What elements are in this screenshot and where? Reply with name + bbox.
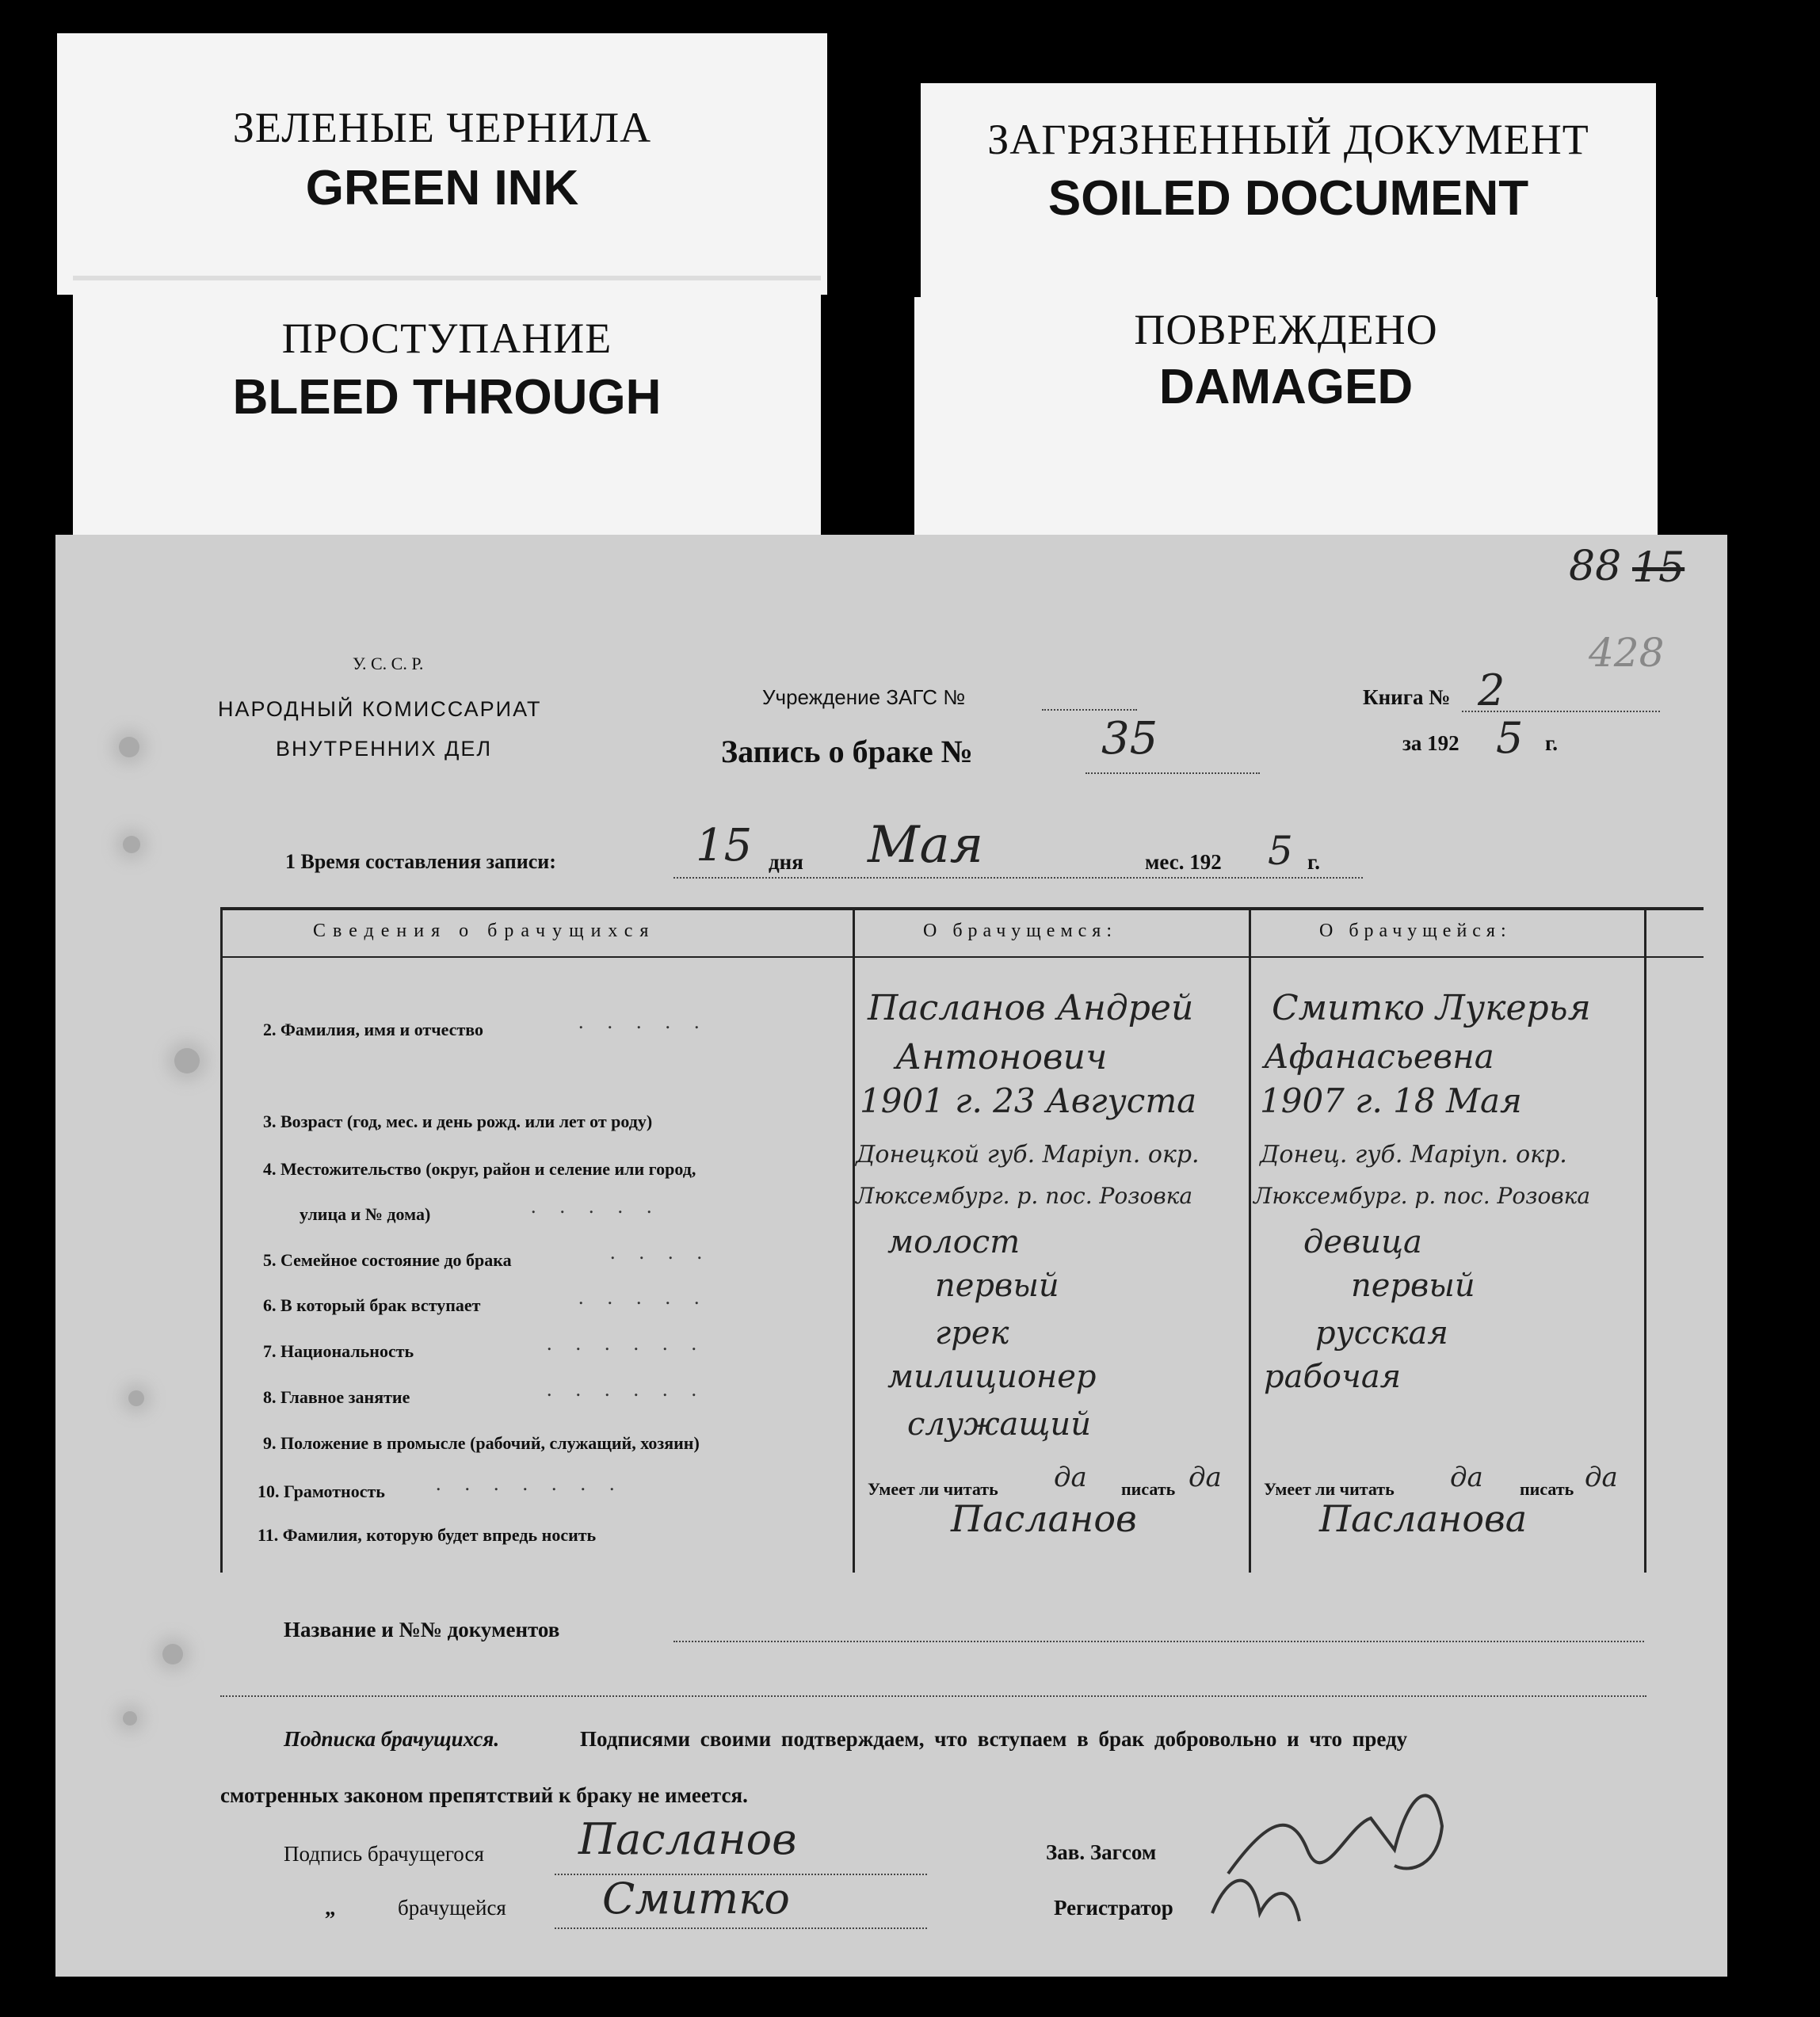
groom-occupation: милиционер [887,1359,1097,1395]
bride-occupation: рабочая [1264,1359,1402,1395]
bride-name-2: Афанасьевна [1264,1037,1494,1076]
groom-name-1: Пасланов Андрей [868,988,1194,1028]
groom-position: служащий [907,1406,1091,1443]
bride-signature-label: брачущейся [398,1896,506,1920]
declaration-title: Подписка брачущихся. [284,1727,500,1751]
documents-line [673,1641,1644,1642]
table-left-border [220,907,223,1573]
table-col-divider [853,907,855,1573]
record-month: Мая [868,816,984,875]
groom-read-label: Умеет ли читать [868,1479,998,1499]
bride-age: 1907 г. 18 Мая [1260,1081,1522,1120]
row-leader-dots: .... [610,1241,726,1264]
groom-signature: Пасланов [578,1814,797,1864]
year-label: за 192 [1402,731,1459,755]
groom-can-read: да [1054,1462,1087,1493]
record-label: Запись о браке № [721,734,973,769]
documents-label: Название и №№ документов [284,1618,560,1641]
row-label-residence: 4. Местожительство (округ, район и селение или город, [263,1159,696,1179]
groom-write-label: писать [1121,1479,1176,1499]
row-label-marriage-number: 6. В который брак вступает [263,1295,481,1315]
row-leader-dots: ....... [436,1472,639,1495]
year-digit: 5 [1496,713,1524,763]
page-number-pencil: 428 [1589,630,1665,676]
soiled-label-ru: ЗАГРЯЗНЕННЫЙ ДОКУМЕНТ [987,116,1589,163]
record-number-line [1086,772,1260,774]
book-number-line [1462,711,1660,712]
bleed-through-label-card [73,276,821,550]
groom-marriage-number: первый [935,1268,1059,1304]
bride-signature-line [555,1927,927,1929]
record-day: 15 [696,820,753,871]
bride-residence-2: Люксембург. р. пос. Розовка [1253,1183,1591,1209]
groom-age: 1901 г. 23 Августа [860,1081,1197,1120]
row-leader-dots: ...... [547,1378,720,1401]
groom-nationality: грек [935,1315,1009,1352]
row-label-literacy: 10. Грамотность [258,1481,385,1501]
registrar-label: Регистратор [1054,1896,1173,1920]
groom-name-2: Антонович [895,1037,1108,1077]
damage-hole [174,1048,200,1073]
damage-hole [123,1711,137,1725]
year-suffix: г. [1545,731,1558,755]
table-col-divider [1249,907,1251,1573]
bride-can-read: да [1450,1462,1483,1493]
groom-marital-status: молост [887,1224,1021,1260]
bride-new-surname: Пасланова [1319,1497,1528,1540]
documents-line-2 [220,1695,1646,1697]
table-top-border [220,907,1704,910]
row-label-name: 2. Фамилия, имя и отчество [263,1020,483,1039]
bride-nationality: русская [1315,1315,1448,1352]
mes-label: мес. 192 [1145,850,1222,874]
page-number-struck: 15 [1632,544,1685,592]
damage-hole [128,1390,144,1406]
mes-digit: 5 [1268,828,1293,874]
green-ink-label-ru: ЗЕЛЕНЫЕ ЧЕРНИЛА [232,104,652,151]
bride-residence-1: Донец. губ. Марiуп. окр. [1260,1141,1567,1169]
bride-can-write: да [1585,1462,1618,1493]
damage-hole [162,1644,183,1664]
groom-residence-2: Люксембург. р. пос. Розовка [856,1183,1193,1209]
soiled-label-en: SOILED DOCUMENT [1047,171,1529,226]
record-number: 35 [1101,713,1158,764]
declaration-text-2: смотренных законом препятствий к браку не имеется. [220,1783,748,1807]
row-leader-dots: ..... [578,1286,723,1309]
marriage-record-document [55,535,1727,1977]
head-zags-signature-mark [1196,1755,1513,1945]
table-right-border [1644,907,1646,1573]
row-leader-dots: ..... [578,1010,723,1033]
book-number: 2 [1478,665,1505,715]
groom-can-write: да [1189,1462,1222,1493]
head-zags-label: Зав. Загсом [1046,1840,1157,1864]
book-label: Книга № [1363,685,1451,709]
declaration-text-1: Подписями своими подтверждаем, что вступаем в брак добровольно и что преду [580,1727,1408,1751]
time-line [673,877,1363,879]
mes-suffix: г. [1307,850,1320,874]
agency-ussr: У. С. С. Р. [353,654,424,673]
page-number: 88 [1569,543,1622,590]
zags-label: Учреждение ЗАГС № [762,685,966,709]
groom-signature-label: Подпись брачущегося [284,1842,484,1866]
row-label-age: 3. Возраст (год, мес. и день рожд. или лет от роду) [263,1111,653,1131]
bleed-label-en: BLEED THROUGH [232,370,662,425]
row-label-residence-2: улица и № дома) [300,1204,431,1224]
bride-marriage-number: первый [1351,1268,1475,1304]
green-ink-label-card [57,33,827,295]
row-leader-dots: ..... [531,1195,676,1218]
groom-new-surname: Пасланов [951,1497,1137,1540]
time-label: 1 Время составления записи: [285,850,556,873]
bride-name-1: Смитко Лукерья [1272,988,1591,1028]
damaged-label-ru: ПОВРЕЖДЕНО [1134,306,1438,353]
row-label-nationality: 7. Национальность [263,1341,414,1361]
row-leader-dots: ...... [547,1332,720,1355]
bride-read-label: Умеет ли читать [1264,1479,1395,1499]
zags-line [1042,709,1137,711]
bride-marital-status: девица [1303,1224,1422,1260]
row-label-occupation: 8. Главное занятие [263,1387,410,1407]
groom-residence-1: Донецкой губ. Марiуп. окр. [856,1141,1200,1169]
damaged-label-en: DAMAGED [1158,360,1414,414]
bleed-label-ru: ПРОСТУПАНИЕ [281,315,612,362]
bride-write-label: писать [1520,1479,1574,1499]
damaged-label-card [914,297,1658,543]
green-ink-label-en: GREEN INK [305,161,579,215]
bride-signature-ditto: „ [325,1896,336,1920]
day-label: дня [769,850,803,874]
col-header-info: Сведения о брачущихся [313,921,656,941]
damage-hole [123,836,140,853]
row-label-position: 9. Положение в промысле (рабочий, служащий, хозяин) [263,1433,700,1453]
soiled-document-label-card [921,83,1656,297]
damage-hole [119,737,139,757]
row-label-marital-status: 5. Семейное состояние до брака [263,1250,512,1270]
row-label-new-surname: 11. Фамилия, которую будет впредь носить [258,1525,597,1545]
col-header-bride: О брачущейся: [1319,921,1512,941]
bride-signature: Смитко [602,1874,790,1924]
agency-internal-affairs: ВНУТРЕННИХ ДЕЛ [276,737,493,761]
col-header-groom: О брачущемся: [923,921,1117,941]
table-header-border [220,956,1704,958]
agency-commissariat: НАРОДНЫЙ КОМИССАРИАТ [218,697,542,721]
